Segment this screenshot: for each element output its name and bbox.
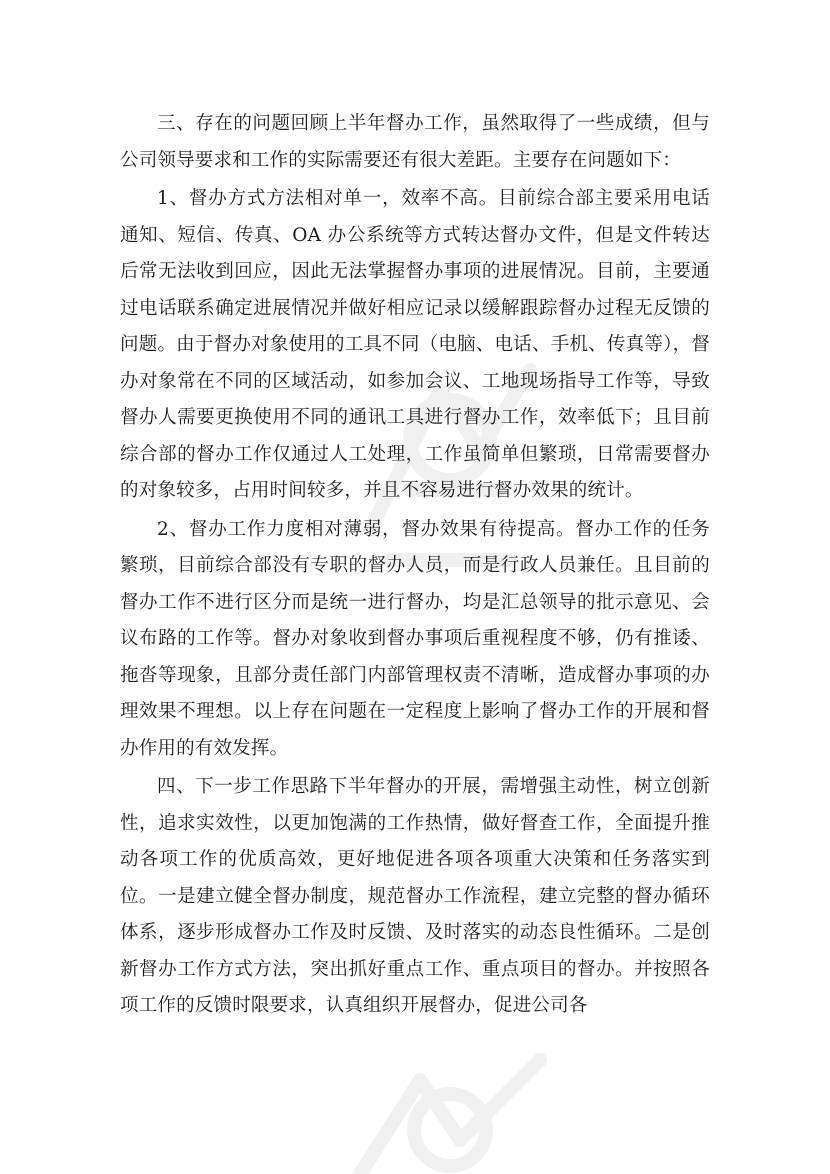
watermark-logo-bottom-icon: [320, 1040, 580, 1174]
paragraph-issue-2: 2、督办工作力度相对薄弱，督办效果有待提高。督办工作的任务繁琐，目前综合部没有专职的督办人员，而是行政人员兼任。且目前的督办工作不进行区分而是统一进行督办，均是汇总领导的批示意见、会议布路的工作等。督办对象收到督办事项后重视程度不够，仍有推诿、拖沓等现象，且部分责任部门内部管理权责不清晰，造成督办事项的办理效果不理想。以上存在问题在一定程度上影响了督办工作的开展和督办作用的有效发挥。: [120, 518, 710, 759]
document-body: [120, 106, 710, 1027]
paragraph-problems: 三、存在的问题回顾上半年督办工作，虽然取得了一些成绩，但与公司领导要求和工作的实际需要还有很大差距。主要存在问题如下：: [120, 113, 710, 171]
paragraph-next-steps: 四、下一步工作思路下半年督办的开展，需增强主动性，树立创新性，追求实效性，以更加饱满的工作热情，做好督查工作，全面提升推动各项工作的优质高效，更好地促进各项各项重大决策和任务落实到位。一是建立健全督办制度，规范督办工作流程，建立完整的督办循环体系，逐步形成督办工作及时反馈、及时落实的动态良性循环。二是创新督办工作方式方法，突出抓好重点工作、重点项目的督办。并按照各项工作的反馈时限要求，认真组织开展督办，促进公司各: [120, 776, 710, 1016]
paragraph-issue-1: 1、督办方式方法相对单一，效率不高。目前综合部主要采用电话通知、短信、传真、OA 办公系统等方式转达督办文件，但是文件转达后常无法收到回应，因此无法掌握督办事项的进展情况。目前，主要通过电话联系确定进展情况并做好相应记录以缓解跟踪督办过程无反馈的问题。由于督办对象使用的工具不同（电脑、电话、手机、传真等），督办对象常在不同的区域活动，如参加会议、工地现场指导工作等，导致督办人需要更换使用不同的通讯工具进行督办工作，效率低下；且目前综合部的督办工作仅通过人工处理，工作虽简单但繁琐，日常需要督办的对象较多，占用时间较多，并且不容易进行督办效果的统计。: [120, 188, 710, 501]
